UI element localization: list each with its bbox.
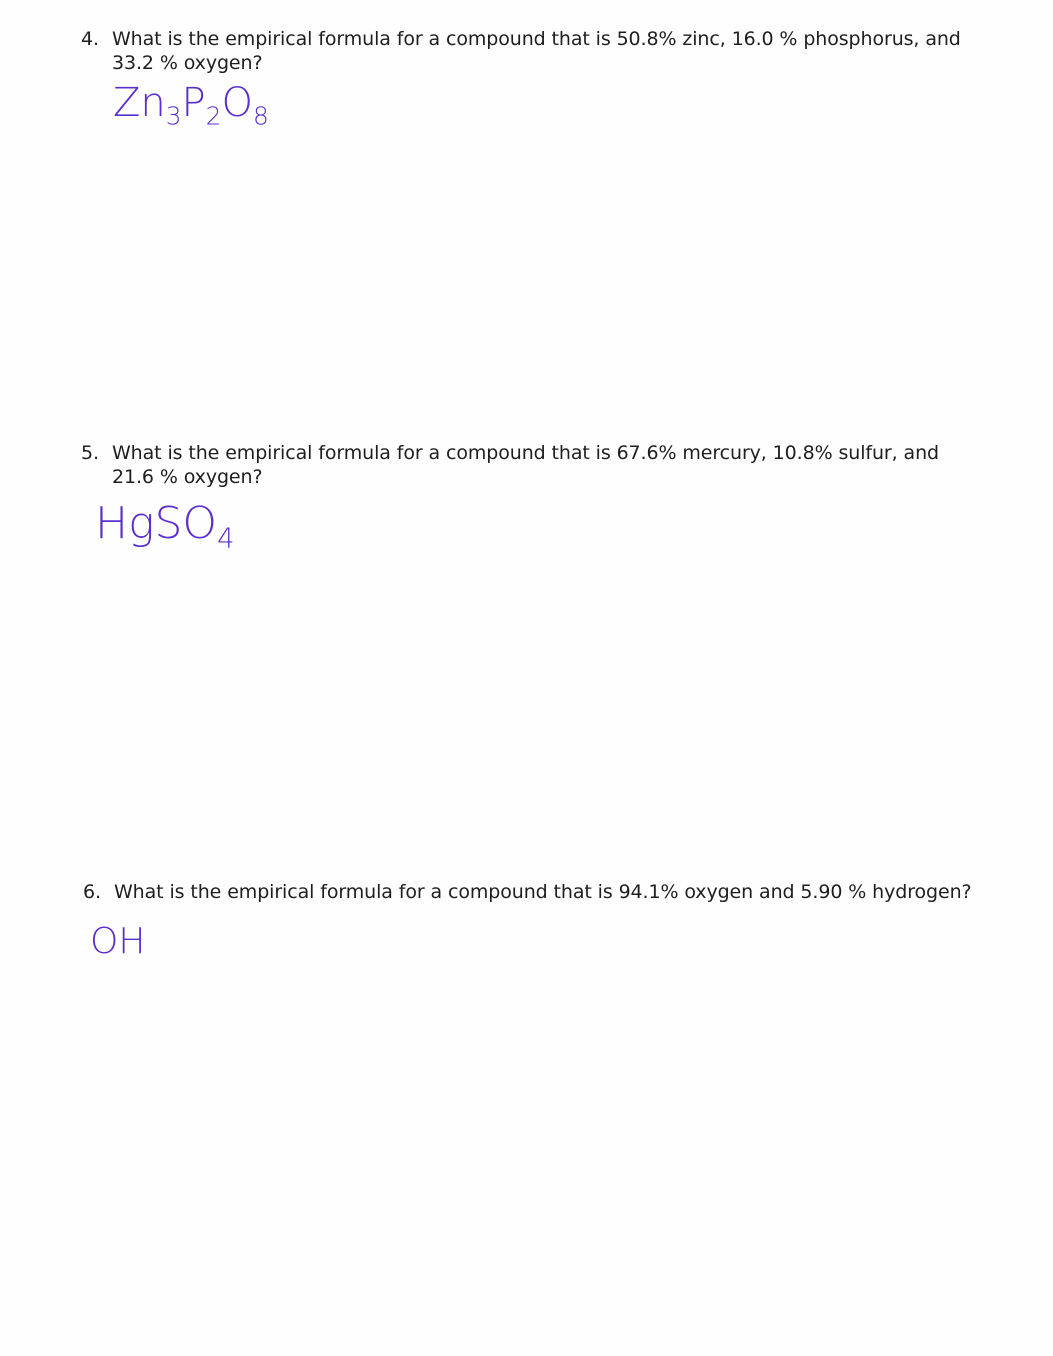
question-4 bbox=[81, 27, 961, 75]
question-text: What is the empirical formula for a compound that is 50.8% zinc, 16.0 % phosphorus, and 33.2 % oxygen? bbox=[112, 28, 961, 74]
question-6 bbox=[83, 880, 983, 904]
question-text: What is the empirical formula for a compound that is 94.1% oxygen and 5.90 % hydrogen? bbox=[114, 881, 972, 903]
question-number: 5. bbox=[81, 442, 99, 464]
question-number: 4. bbox=[81, 28, 99, 50]
handwritten-answer-5: HgSO$_4$ bbox=[95, 498, 235, 555]
question-5 bbox=[81, 441, 986, 489]
question-number: 6. bbox=[83, 881, 101, 903]
handwritten-answer-4: $Zn_3P_2O_8$ bbox=[113, 80, 269, 131]
handwritten-answer-6: OH bbox=[90, 921, 146, 962]
question-text: What is the empirical formula for a compound that is 67.6% mercury, 10.8% sulfur, and 21.6 % oxygen? bbox=[112, 442, 939, 488]
